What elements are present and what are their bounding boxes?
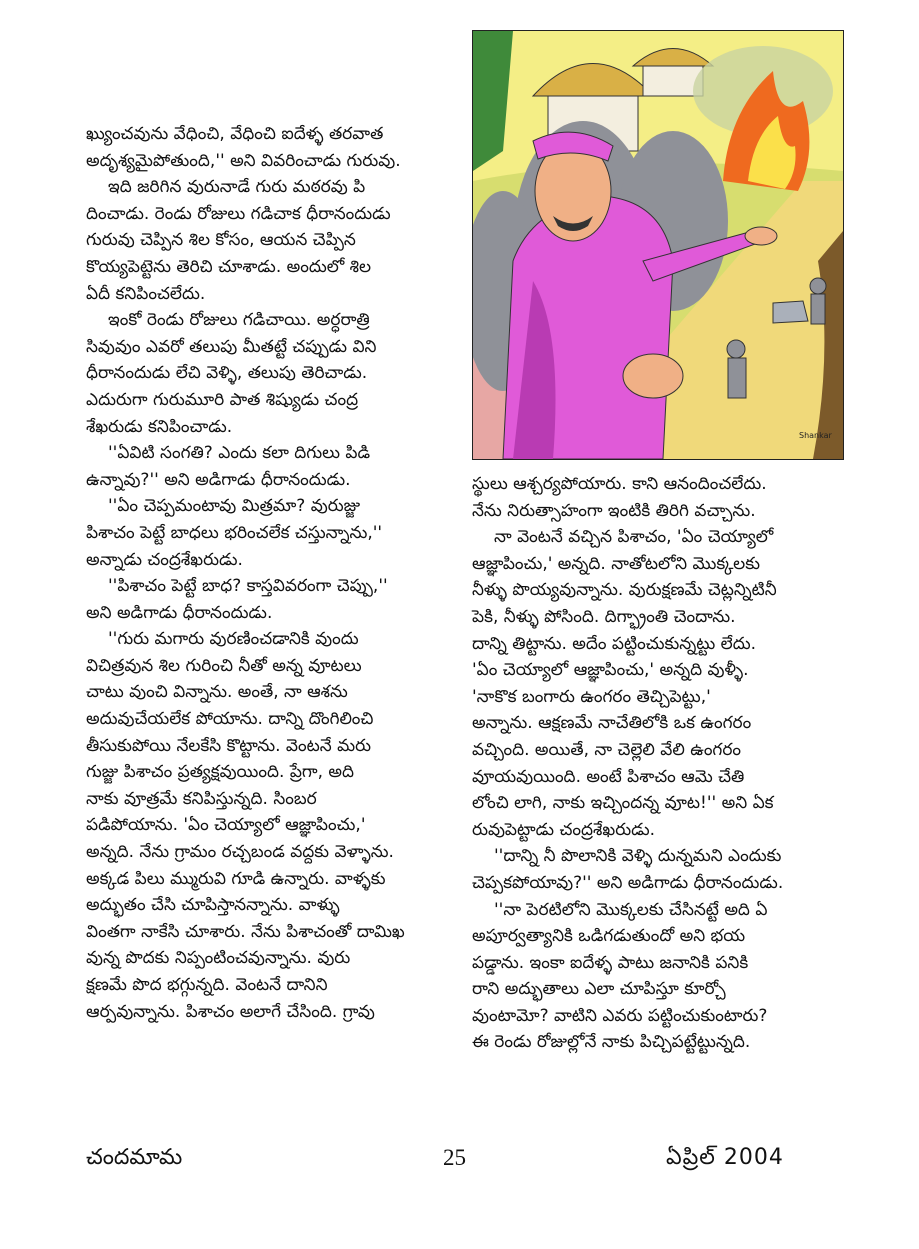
text-line: విచిత్రవున శిల గురించి నీతో అన్న వూటలు <box>86 655 362 676</box>
text-line: అన్నాడు చంద్రశేఖరుడు. <box>86 549 243 570</box>
text-line: రాని అద్భుతాలు ఎలా చూపిస్తూ కూర్చో <box>472 979 726 1000</box>
text-line: సివువుం ఎవరో తలుపు మీతట్టే చప్పుడు విని <box>86 336 377 357</box>
footer-page-number: 25 <box>443 1145 466 1170</box>
text-line: అన్నది. నేను గ్రామం రచ్చబండ వద్దకు వెళ్ళాను. <box>86 842 394 863</box>
text-line: క్షణమే పొద భగ్గున్నది. వెంటనే దానిని <box>86 975 328 995</box>
text-line: పిశాచం పెట్టే బాధలు భరించలేక చస్తున్నాను,'' <box>86 522 383 543</box>
text-line: ఎదురుగా గురుమూరి పాత శిష్యుడు చంద్ర <box>86 389 359 410</box>
story-illustration <box>472 30 844 460</box>
text-line: 'ఏం చెయ్యాలో ఆజ్ఞాపించు,' అన్నది వుళ్ళీ. <box>472 660 749 681</box>
text-line: అక్కడ పిలు మ్మురువి గూడి ఉన్నారు. వాళ్ళకు <box>86 868 386 889</box>
text-line: 'నాకొక బంగారు ఉంగరం తెచ్చిపెట్టు,' <box>472 686 711 707</box>
text-line: అద్భుతం చేసి చూపిస్తానన్నాను. వాళ్ళు <box>86 895 340 916</box>
right-column <box>472 471 842 1056</box>
text-line: ''నా పెరటిలోని మొక్కలకు చేసినట్టే అది ఏ <box>494 899 768 920</box>
text-line: అపూర్వత్యానికి ఒడిగడుతుందో అని భయ <box>472 926 746 947</box>
text-line: అదువుచేయలేక పోయాను. దాన్ని దొంగిలించి <box>86 709 374 730</box>
text-line: శేఖరుడు కనిపించాడు. <box>86 416 233 437</box>
text-line: నాకు వూత్రమే కనిపిస్తున్నది. సింబర <box>86 788 317 809</box>
text-line: గుజ్జు పిశాచం ప్రత్యక్షవుయింది. ప్రేగా, అది <box>86 762 354 783</box>
text-line: ''ఏం చెప్పమంటావు మిత్రమా? వురుజ్జు <box>108 496 361 517</box>
text-line: ఇది జరిగిన వురునాడే గురు మఠరవు పి <box>108 177 366 198</box>
text-line: ఏదీ కనిపించలేదు. <box>86 283 206 304</box>
text-line: తీసుకుపోయి నేలకేసి కొట్టాను. వెంటనే మరు <box>86 735 372 756</box>
text-line: వింతగా నాకేసి చూశారు. నేను పిశాచంతో దామిఖ <box>86 921 405 942</box>
text-line: ఆజ్ఞాపించు,' అన్నది. నాతోటలోని మొక్కలకు <box>472 553 760 574</box>
text-line: అన్నాను. ఆక్షణమే నాచేతిలోకి ఒక ఉంగరం <box>472 713 752 734</box>
text-line: చెప్పకపోయావు?'' అని అడిగాడు ధీరానందుడు. <box>472 872 784 893</box>
dog <box>773 301 808 323</box>
story-illustration-icon <box>473 31 843 459</box>
text-line: గురువు చెప్పిన శిల కోసం, ఆయన చెప్పిన <box>86 230 356 251</box>
text-line: ఆర్పవున్నాను. పిశాచం అలాగే చేసింది. గ్రావు <box>86 1001 375 1022</box>
text-line: అదృశ్యమైపోతుంది,'' అని వివరించాడు గురువు. <box>86 150 401 171</box>
text-line: లోంచి లాగి, నాకు ఇచ్చిందన్న వూట!'' అని ఏక <box>472 793 774 814</box>
text-line: అని అడిగాడు ధీరానందుడు. <box>86 602 273 623</box>
left-column <box>86 121 456 1025</box>
text-line: వుంటామో? వాటిని ఎవరు పట్టించుకుంటారు? <box>472 1005 768 1026</box>
text-line: పెకి, నీళ్ళు పోసింది. దిగ్భ్రాంతి చెందాను. <box>472 606 736 627</box>
text-line: ఈ రెండు రోజుల్లోనే నాకు పిచ్చిపట్టేట్టున్నది. <box>472 1032 751 1053</box>
text-line: ''ఏవిటి సంగతి? ఎందు కలా దిగులు పిడి <box>108 443 371 464</box>
text-line: స్థులు ఆశ్చర్యపోయారు. కాని ఆనందించలేదు. <box>472 474 767 494</box>
text-line: ఖ్యుంచవును వేధించి, వేధించి ఐదేళ్ళ తరవాత <box>86 124 384 144</box>
text-line: ''దాన్ని నీ పొలానికి వెళ్ళి దున్నమని ఎందుకు <box>494 846 782 867</box>
footer-date: ఏప్రిల్ 2004 <box>666 1145 784 1170</box>
text-line: ధీరానందుడు లేచి వెళ్ళి, తలుపు తెరిచాడు. <box>86 363 368 384</box>
text-line: ఉన్నావు?'' అని అడిగాడు ధీరానందుడు. <box>86 469 351 490</box>
text-line: నేను నిరుత్సాహంగా ఇంటికి తిరిగి వచ్చాను. <box>472 500 756 521</box>
text-line: ''గురు మగారు వురణించడానికి వుందు <box>108 629 359 650</box>
text-line: చాటు వుంచి విన్నాను. అంతే, నా ఆశను <box>86 682 348 703</box>
text-line: పడిపోయాను. 'ఏం చెయ్యాలో ఆజ్ఞాపించు,' <box>86 815 366 836</box>
text-line: దాన్ని తిట్టాను. అదేం పట్టించుకున్నట్టు లేదు. <box>472 633 757 654</box>
text-line: కొయ్యపెట్టెను తెరిచి చూశాడు. అందులో శిల <box>86 256 372 277</box>
text-line: పడ్డాను. ఇంకా ఐదేళ్ళ పాటు జనానికి పనికి <box>472 952 749 973</box>
text-line: వచ్చింది. అయితే, నా చెల్లెలి వేలి ఉంగరం <box>472 739 742 760</box>
text-line: వున్న పొదకు నిప్పంటించవున్నాను. వురు <box>86 948 351 969</box>
text-line: రువుపెట్టాడు చంద్రశేఖరుడు. <box>472 819 656 840</box>
text-line: ''పిశాచం పెట్టే బాధ? కాస్తవివరంగా చెప్పు,'' <box>108 576 388 597</box>
text-line: నీళ్ళు పొయ్యవున్నాను. వురుక్షణమే చెట్లన్నిటినీ <box>472 580 777 601</box>
text-line: దించాడు. రెండు రోజులు గడిచాక ధీరానందుడు <box>86 203 391 224</box>
artist-signature: Shankar <box>799 431 832 440</box>
footer-magazine-name: చందమామ <box>86 1145 183 1170</box>
text-line: నా వెంటనే వచ్చిన పిశాచం, 'ఏం చెయ్యాలో <box>494 527 774 548</box>
text-line: వూయవుయింది. అంటే పిశాచం ఆమె చేతి <box>472 766 745 787</box>
text-line: ఇంకో రెండు రోజులు గడిచాయి. అర్ధరాత్రి <box>108 310 370 331</box>
